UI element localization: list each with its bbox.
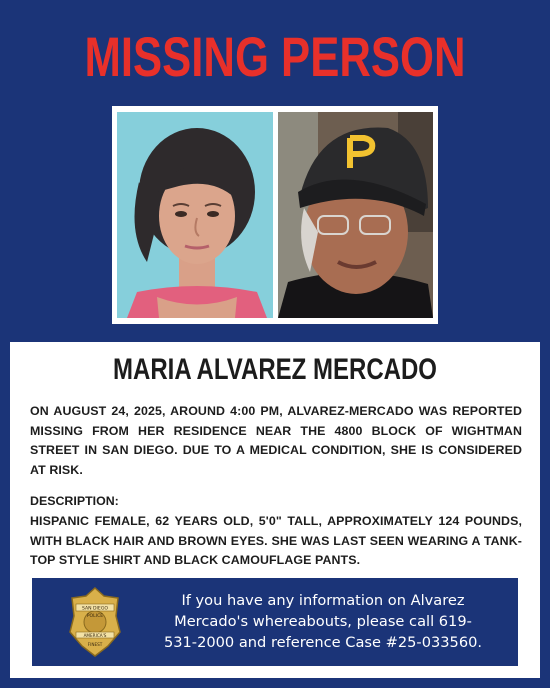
badge-text-finest: FINEST bbox=[87, 642, 103, 647]
description-text: HISPANIC FEMALE, 62 YEARS OLD, 5'0" TALL, APPROXIMATELY 124 POUNDS, WITH BLACK HAIR AND BROWN EYES. SHE WAS LAST SEEN WEARING A TANK-TOP STYLE SHIRT AND BLACK CAMOUFLAGE PANTS. bbox=[30, 514, 522, 568]
badge-text-police: POLICE bbox=[86, 614, 104, 619]
photo-strip bbox=[112, 106, 438, 324]
person-name: MARIA ALVAREZ MERCADO bbox=[113, 353, 437, 386]
contact-box bbox=[32, 578, 518, 666]
incident-paragraph: ON AUGUST 24, 2025, AROUND 4:00 PM, ALVAREZ-MERCADO WAS REPORTED MISSING FROM HER RESIDENCE NEAR THE 4800 BLOCK OF WIGHTMAN STREET IN SAN DIEGO. DUE TO A MEDICAL CONDITION, SHE IS CONSIDERED AT RISK. bbox=[30, 404, 522, 477]
description-label: DESCRIPTION: bbox=[30, 494, 119, 508]
badge-text-americas: AMERICA'S bbox=[83, 632, 107, 638]
portrait-photo-left bbox=[117, 112, 273, 318]
headline: MISSING PERSON bbox=[84, 25, 466, 88]
info-panel bbox=[10, 342, 540, 678]
portrait-photo-right bbox=[278, 112, 433, 318]
police-badge-icon bbox=[68, 586, 122, 658]
badge-text-city: SAN DIEGO bbox=[81, 606, 109, 612]
contact-text: If you have any information on Alvarez Mercado's whereabouts, please call 619-531-2000 and reference Case #25-033560. bbox=[163, 592, 483, 651]
